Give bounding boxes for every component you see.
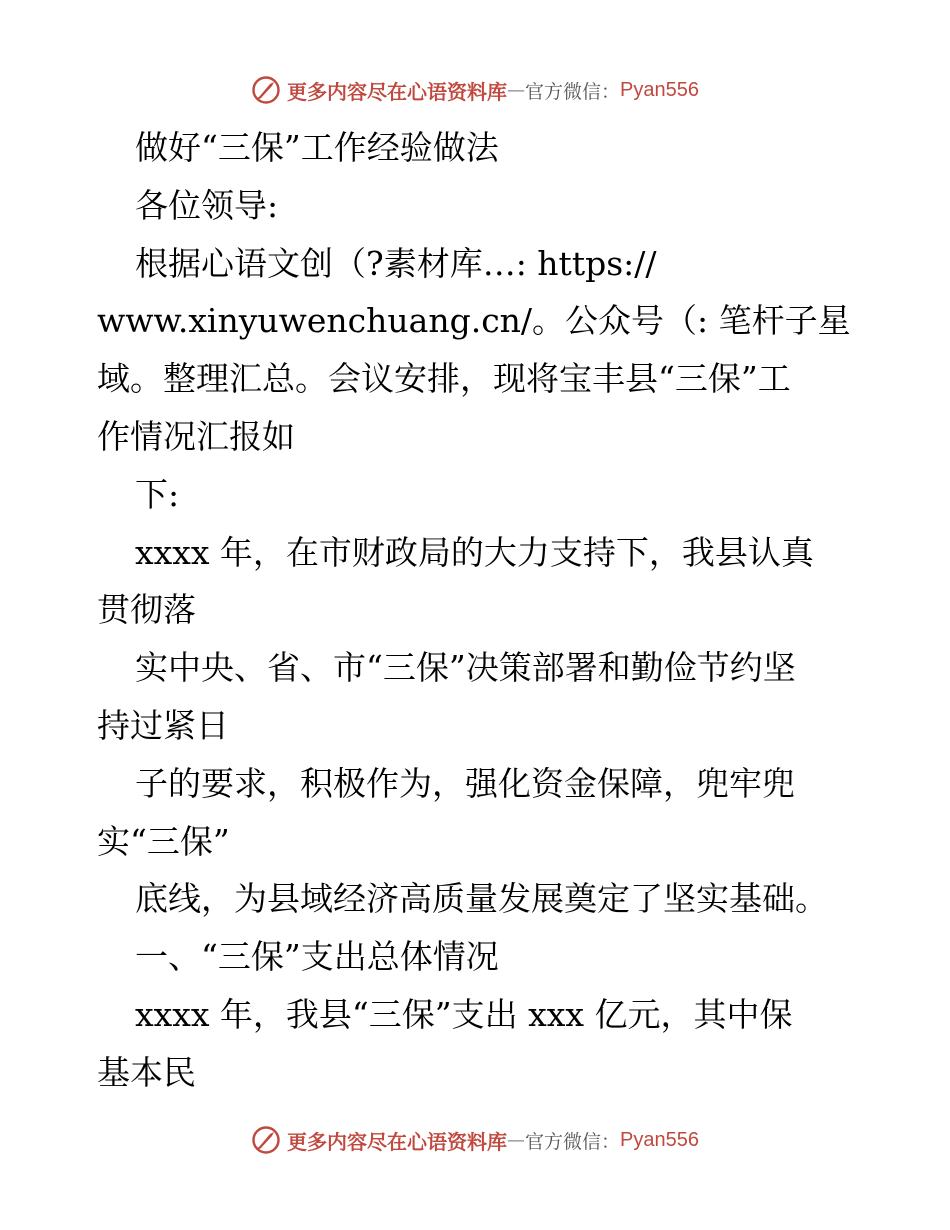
watermark-separator: — — [507, 79, 525, 101]
body-line: 底线，为县域经济高质量发展奠定了坚实基础。 — [135, 879, 828, 919]
body-line: xxxx 年，在市财政局的大力支持下，我县认真 — [135, 532, 814, 572]
body-line: 基本民 — [97, 1052, 196, 1092]
quill-pen-circle-icon — [251, 1125, 281, 1155]
watermark-wechat-id: Pyan556 — [620, 1128, 699, 1151]
body-line: 贯彻落 — [97, 590, 196, 630]
watermark-official-label: 官方微信： — [525, 1130, 621, 1153]
watermark-main-text: 更多内容尽在心语资料库 — [287, 79, 507, 104]
body-line: 持过紧日 — [97, 705, 229, 745]
watermark-wechat-id: Pyan556 — [620, 78, 699, 101]
body-line: 子的要求，积极作为，强化资金保障，兜牢兜 — [135, 763, 795, 803]
salutation: 各位领导: — [135, 185, 279, 225]
body-line: xxxx 年，我县“三保”支出 xxx 亿元，其中保 — [135, 994, 793, 1034]
watermark-official-label: 官方微信： — [525, 80, 621, 103]
watermark-main-text: 更多内容尽在心语资料库 — [287, 1129, 507, 1154]
body-line: www.xinyuwenchuang.cn/。公众号（: 笔杆子星 — [97, 301, 851, 341]
document-title: 做好“三保”工作经验做法 — [135, 128, 499, 167]
body-line: 根据心语文创（?素材库…: https:// — [135, 243, 657, 283]
quill-pen-circle-icon — [251, 75, 281, 105]
body-line: 实“三保” — [97, 821, 230, 861]
body-line: 实中央、省、市“三保”决策部署和勤俭节约坚 — [135, 648, 796, 688]
section-heading: 一、“三保”支出总体情况 — [135, 937, 499, 977]
body-line: 作情况汇报如 — [97, 416, 295, 456]
watermark-banner-top — [0, 70, 950, 110]
document-body — [97, 119, 867, 1102]
body-line: 下: — [135, 474, 180, 514]
watermark-separator: — — [507, 1129, 525, 1151]
watermark-banner-bottom — [0, 1120, 950, 1160]
body-line: 域。整理汇总。会议安排，现将宝丰县“三保”工 — [97, 359, 791, 399]
